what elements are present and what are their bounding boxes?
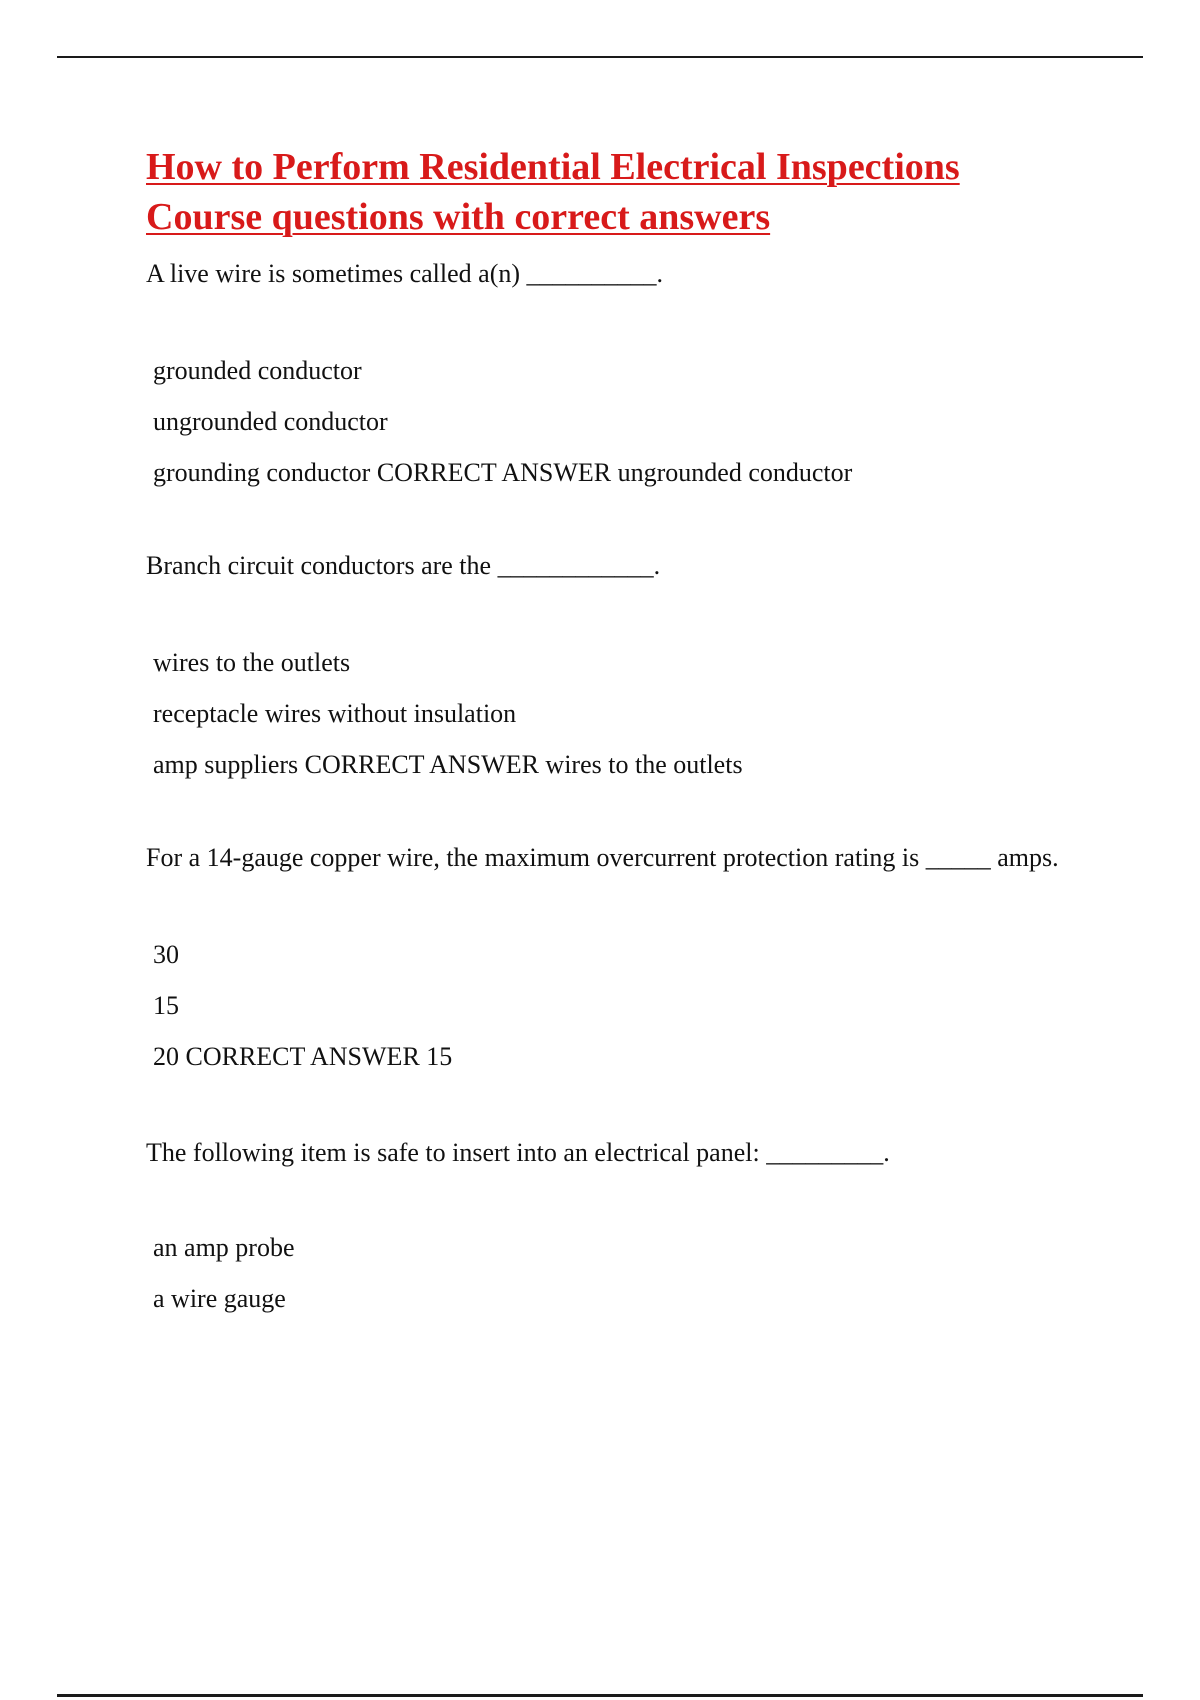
bottom-rule (57, 1694, 1143, 1697)
answer-option: 15 (153, 991, 179, 1020)
question-block-1 (146, 255, 1096, 488)
question-block-2 (146, 547, 1096, 780)
answer-option: an amp probe (153, 1233, 295, 1262)
answer-options (146, 648, 1096, 780)
answer-option: 30 (153, 940, 179, 969)
answer-option: grounding conductor CORRECT ANSWER ungrounded conductor (153, 458, 853, 487)
answer-option: grounded conductor (153, 356, 362, 385)
question-block-3 (146, 839, 1096, 1072)
question-prompt: For a 14-gauge copper wire, the maximum overcurrent protection rating is _____ amps. (146, 843, 1059, 872)
answer-option: ungrounded conductor (153, 407, 388, 436)
answer-options (146, 1233, 1096, 1314)
question-prompt: The following item is safe to insert into an electrical panel: _________. (146, 1138, 890, 1167)
answer-options (146, 356, 1096, 488)
answer-option: 20 CORRECT ANSWER 15 (153, 1042, 453, 1071)
answer-option: wires to the outlets (153, 648, 351, 677)
question-prompt: Branch circuit conductors are the ____________. (146, 551, 661, 580)
answer-option: amp suppliers CORRECT ANSWER wires to the outlets (153, 750, 743, 779)
answer-options (146, 940, 1096, 1072)
question-prompt: A live wire is sometimes called a(n) __________. (146, 259, 664, 288)
question-block-4 (146, 1134, 1096, 1314)
answer-option: a wire gauge (153, 1284, 286, 1313)
top-rule (57, 56, 1143, 58)
title-line-2: Course questions with correct answers (146, 196, 771, 238)
answer-option: receptacle wires without insulation (153, 699, 517, 728)
document-title (146, 142, 1096, 242)
document-body (146, 142, 1096, 1314)
title-line-1: How to Perform Residential Electrical Inspections (146, 146, 960, 188)
